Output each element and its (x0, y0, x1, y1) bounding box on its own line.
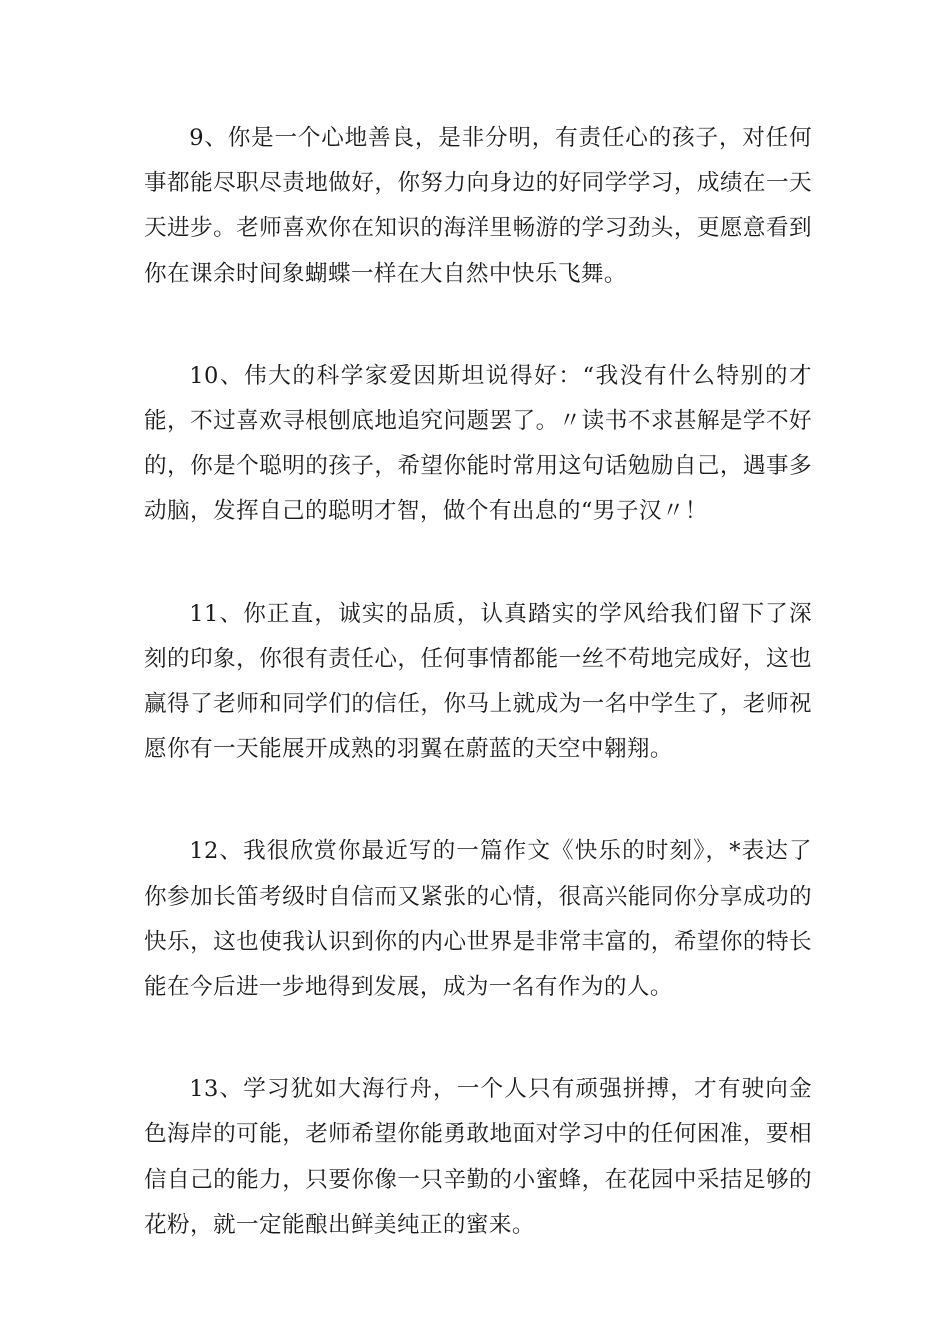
paragraph-12: 12、我很欣赏你最近写的一篇作文《快乐的时刻》，*表达了你参加长笛考级时自信而又紧张的心情，很高兴能同你分享成功的快乐，这也使我认识到你的内心世界是非常丰富的，希望你的特长能在今后进一步地得到发展，成为一名有作为的人。 (144, 838, 812, 1001)
document-body (144, 116, 812, 1248)
paragraph-9: 9、你是一个心地善良，是非分明，有责任心的孩子，对任何事都能尽职尽责地做好，你努力向身边的好同学学习，成绩在一天天进步。老师喜欢你在知识的海洋里畅游的学习劲头，更愿意看到你在课余时间象蝴蝶一样在大自然中快乐飞舞。 (144, 125, 812, 287)
paragraph-13: 13、学习犹如大海行舟，一个人只有顽强拼搏，才有驶向金色海岸的可能，老师希望你能勇敢地面对学习中的任何困准，要相信自己的能力，只要你像一只辛勤的小蜜蜂，在花园中采拮足够的花粉，就一定能酿出鲜美纯正的蜜来。 (144, 1076, 812, 1238)
paragraph-11: 11、你正直，诚实的品质，认真踏实的学风给我们留下了深刻的印象，你很有责任心，任何事情都能一丝不苟地完成好，这也赢得了老师和同学们的信任，你马上就成为一名中学生了，老师祝愿你有一天能展开成熟的羽翼在蔚蓝的天空中翱翔。 (144, 600, 812, 763)
paragraph-10: 10、伟大的科学家爱因斯坦说得好：“我没有什么特别的才能，不过喜欢寻根刨底地追究问题罢了。〃读书不求甚解是学不好的，你是个聪明的孩子，希望你能时常用这句话勉励自己，遇事多动脑，发挥自己的聪明才智，做个有出息的“男子汉〃！ (144, 362, 812, 525)
